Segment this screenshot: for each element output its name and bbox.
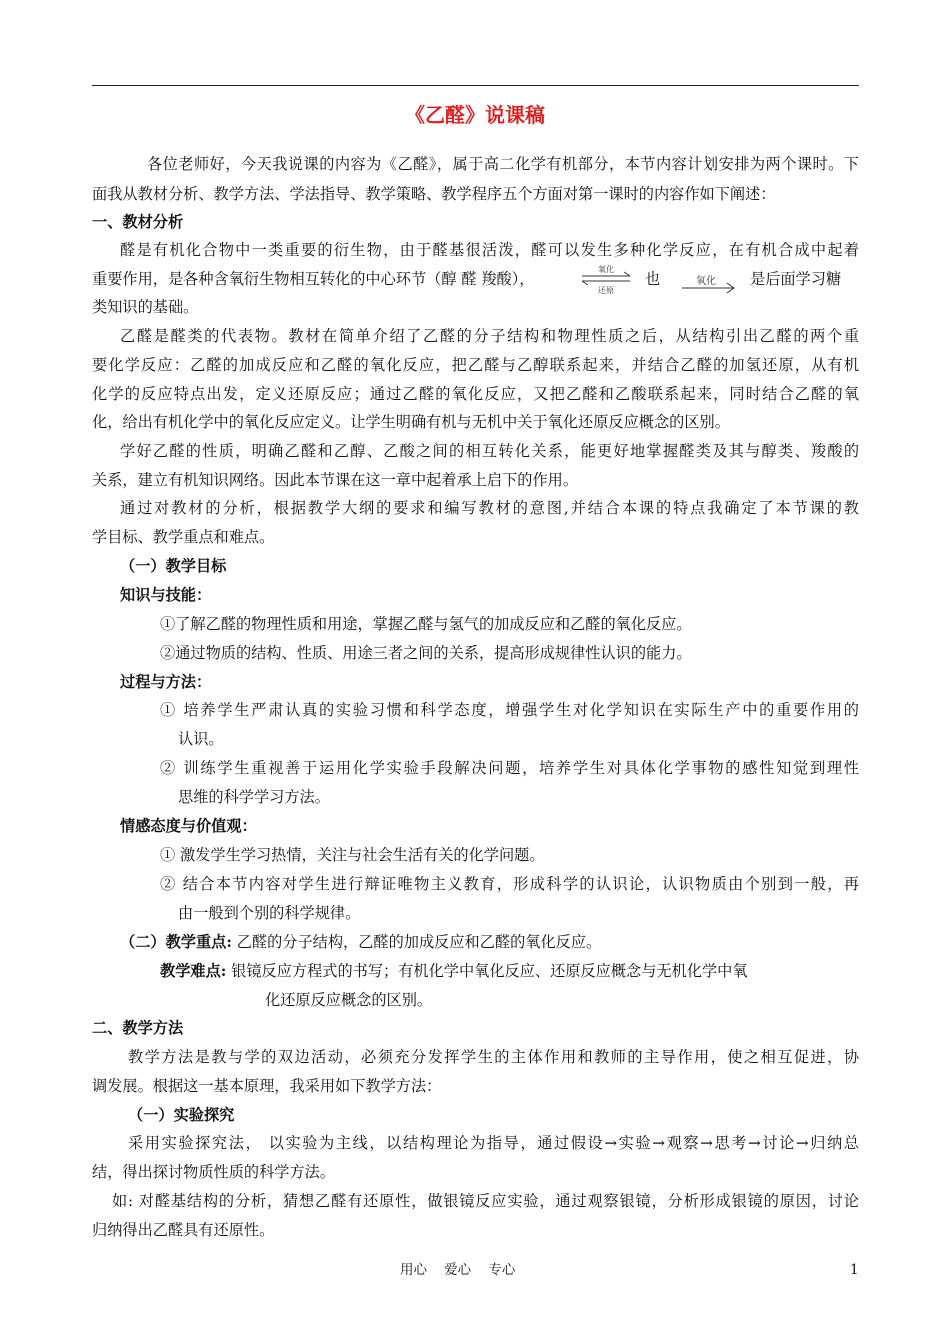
paragraph-line: 教学方法是教与学的双边活动，必须充分发挥学生的主体作用和教师的主导作用，使之相互促进，协 [128, 1048, 859, 1066]
difficulty-line [160, 961, 748, 981]
page-number: 1 [850, 1262, 859, 1278]
paragraph-line: 化，给出有机化学中的氧化反应定义。让学生明确有机与无机中关于氧化还原反应概念的区别。 [92, 413, 730, 431]
list-item: 认识。 [178, 730, 224, 748]
paragraph-line: 要化学反应：乙醛的加成反应和乙醛的氧化反应，把乙醛与乙醇联系起来，并结合乙醛的加氢还原，从有机 [92, 356, 859, 374]
arrow-bottom-label: 还原 [598, 286, 614, 295]
page-title: 《乙醛》说课稿 [405, 103, 545, 127]
subsection-heading: 过程与方法： [120, 673, 212, 691]
arrow-top-label: 氧化 [598, 265, 614, 274]
paragraph-line: 采用实验探究法， 以实验为主线，以结构理论为指导，通过假设→实验→观察→思考→讨论→归纳总 [128, 1134, 859, 1152]
paragraph-line: 重要作用，是各种含氧衍生物相互转化的中心环节（醇 醛 羧酸）， [92, 270, 535, 288]
list-item: ② 训练学生重视善于运用化学实验手段解决问题，培养学生对具体化学事物的感性知觉到理性 [160, 759, 859, 777]
paragraph-line: 是后面学习糖 [750, 270, 842, 288]
difficulty-text: 银镜反应方程式的书写；有机化学中氧化反应、还原反应概念与无机化学中氧 [226, 962, 748, 980]
key-point-line [120, 932, 601, 952]
footer-slogan: 用心 爱心 专心 [400, 1262, 516, 1278]
paragraph-line: 也 [645, 270, 661, 288]
header-rule [92, 85, 859, 86]
list-item: ②通过物质的结构、性质、用途三者之间的关系，提高形成规律性认识的能力。 [160, 644, 692, 662]
paragraph-line: 醛是有机化合物中一类重要的衍生物，由于醛基很活泼，醛可以发生多种化学反应，在有机合成中起着 [120, 241, 859, 259]
paragraph-line: 学好乙醛的性质，明确乙醛和乙醇、乙酸之间的相互转化关系，能更好地掌握醛类及其与醇类、羧酸的 [120, 442, 859, 460]
paragraph-line: 归纳得出乙醛具有还原性。 [92, 1221, 275, 1239]
paragraph-line: 关系，建立有机知识网络。因此本节课在这一章中起着承上启下的作用。 [92, 471, 578, 489]
paragraph-line: 类知识的基础。 [92, 298, 199, 316]
list-item: ① 培养学生严肃认真的实验习惯和科学态度，增强学生对化学知识在实际生产中的重要作用的 [160, 701, 859, 719]
paragraph-line: 化学的反应特点出发，定义还原反应；通过乙醛的氧化反应，又把乙醛和乙酸联系起来，同时结合乙醛的氧 [92, 385, 859, 403]
oxidation-reduction-arrow-icon [578, 262, 634, 296]
intro-line: 各位老师好，今天我说课的内容为《乙醛》，属于高二化学有机部分，本节内容计划安排为两个课时。下 [147, 155, 859, 173]
list-item: ① 激发学生学习热情，关注与社会生活有关的化学问题。 [160, 846, 545, 864]
subsection-heading: 情感态度与价值观： [120, 817, 257, 835]
key-point-text: 乙醛的分子结构，乙醛的加成反应和乙醛的氧化反应。 [231, 933, 602, 951]
paragraph-line: 通过对教材的分析，根据教学大纲的要求和编写教材的意图,并结合本课的特点我确定了本节课的教 [120, 499, 859, 517]
oxidation-arrow-icon [680, 272, 738, 294]
paragraph-line: 乙醛是醛类的代表物。教材在简单介绍了乙醛的分子结构和物理性质之后，从结构引出乙醛的两个重 [120, 327, 859, 345]
subsection-heading: （一）教学目标 [120, 557, 227, 575]
intro-line: 面我从教材分析、教学方法、学法指导、教学策略、教学程序五个方面对第一课时的内容作如下阐述： [92, 185, 776, 203]
section-heading: 一、教材分析 [92, 213, 184, 231]
paragraph-line: 学目标、教学重点和难点。 [92, 528, 275, 546]
key-point-label: （二）教学重点: [120, 933, 232, 951]
paragraph-line: 调发展。根据这一基本原理，我采用如下教学方法： [92, 1077, 442, 1095]
difficulty-line: 化还原反应概念的区别。 [265, 991, 433, 1009]
subsection-heading: （一）实验探究 [128, 1106, 235, 1124]
arrow-top-label: 氧化 [696, 276, 716, 287]
paragraph-line: 结，得出探讨物质性质的科学方法。 [92, 1163, 335, 1181]
list-item: 思维的科学学习方法。 [178, 788, 330, 806]
list-item: ①了解乙醛的物理性质和用途，掌握乙醛与氢气的加成反应和乙醛的氧化反应。 [160, 615, 692, 633]
subsection-heading: 知识与技能： [120, 586, 212, 604]
section-heading: 二、教学方法 [92, 1019, 184, 1037]
list-item: 由一般到个别的科学规律。 [178, 904, 361, 922]
difficulty-label: 教学难点: [160, 962, 227, 980]
paragraph-line: 如: 对醛基结构的分析，猜想乙醛有还原性，做银镜反应实验，通过观察银镜，分析形成银镜的原因，讨论 [112, 1192, 859, 1210]
list-item: ② 结合本节内容对学生进行辩证唯物主义教育，形成科学的认识论，认识物质由个别到一般，再 [160, 875, 859, 893]
